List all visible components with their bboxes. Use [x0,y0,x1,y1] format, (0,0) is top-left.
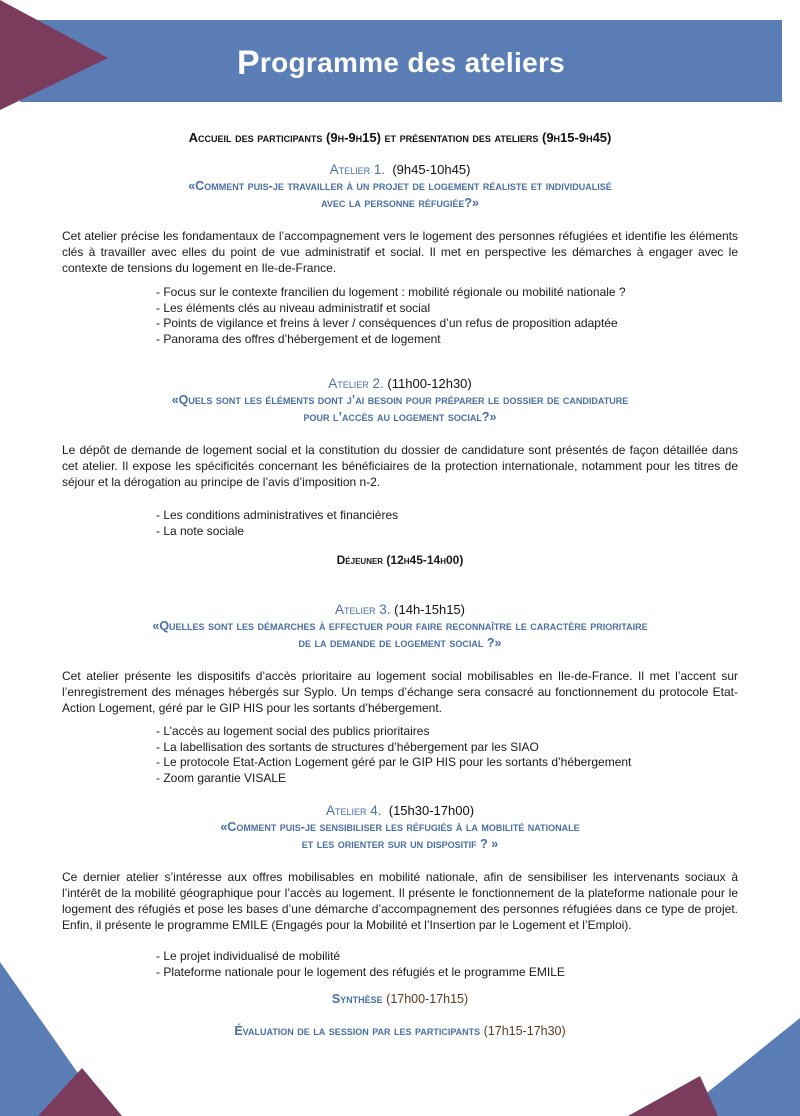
atelier-items [62,508,738,539]
synthese-line [62,992,738,1006]
lunch-break: Déjeuner (12h45-14h00) [336,553,464,567]
list-item: - Les conditions administratives et financières [156,508,399,522]
atelier-1 [62,161,738,347]
evaluation-time: (17h15-17h30) [483,1024,566,1038]
list-item: - Focus sur le contexte francilien du logement : mobilité régionale ou mobilité nationale ? [156,285,626,299]
list-item: - La note sociale [156,523,245,538]
atelier-title-line1: «Quels sont les éléments dont j’ai besoin pour préparer le dossier de candidature [171,393,629,407]
bottom-right-plum-triangle [628,1076,718,1116]
atelier-title-line1: «Comment puis-je sensibiliser les réfugiés à la mobilité nationale [220,820,580,834]
evaluation-label: Évaluation de la session par les participants [234,1024,481,1038]
atelier-title [62,178,738,212]
atelier-time: (14h-15h15) [394,602,465,617]
atelier-title [62,819,738,853]
atelier-title-line2: avec la personne réfugiée?» [321,196,479,210]
atelier-title [62,618,738,652]
atelier-items [62,949,738,980]
synthese-time: (17h00-17h15) [386,992,469,1006]
intro-line: Accueil des participants (9h-9h15) et présentation des ateliers (9h15-9h45) [188,130,612,145]
list-item: - L’accès au logement social des publics prioritaires [156,724,430,738]
atelier-description: Cet atelier présente les dispositifs d’accès prioritaire au logement social mobilisables en Ile-de-France. Il met l’accent sur l’enregistrement des ménages hébergés sur Syplo. Un temps d’échange sera consacré au fonctionnement du protocole Etat-Action Logement, géré par le GIP HIS pour les sortants d’hébergement. [62,669,738,715]
page-title-rest: rogramme des ateliers [259,47,566,78]
atelier-time: (15h30-17h00) [388,803,475,818]
atelier-heading [62,601,738,618]
list-item: - Plateforme nationale pour le logement des réfugiés et le programme EMILE [156,964,565,979]
atelier-title-line2: et les orienter sur un dispositif ? » [301,837,499,851]
atelier-label: Atelier 4. [325,803,382,818]
atelier-4 [62,802,738,980]
atelier-label: Atelier 1. [329,162,386,177]
atelier-title-line2: de la demande de logement social ?» [298,636,502,650]
page-title [22,24,780,102]
page-title-initial: P [236,43,260,82]
program-content [62,130,738,1038]
atelier-title-line2: pour l’accès au logement social?» [303,410,497,424]
list-item: - Panorama des offres d’hébergement et de logement [156,331,441,346]
atelier-title-line1: «Comment puis-je travailler à un projet de logement réaliste et individualisé [188,179,612,193]
list-item: - Zoom garantie VISALE [156,770,287,785]
list-item: - Points de vigilance et freins à lever / conséquences d’un refus de proposition adaptée [156,316,618,330]
atelier-2 [62,375,738,539]
atelier-description: Cet atelier précise les fondamentaux de l’accompagnement vers le logement des personnes réfugiées et identifie les éléments clés à travailler avec elles du point de vue administratif et social. Il met en perspective les démarches à engager avec le contexte de tensions du logement en Ile-de-France. [62,229,738,275]
synthese-label: Synthèse [331,992,383,1006]
atelier-description: Ce dernier atelier s’intéresse aux offres mobilisables en mobilité nationale, afin de sensibiliser les intervenants sociaux à l’intérêt de la mobilité géographique pour l’accès au logement. Il présente le fonctionnement de la plateforme nationale pour le logement des réfugiés et pose les bases d’une démarche d’accompagnement des personnes réfugiées dans ce type de projet. Enfin, il présente le programme EMILE (Engagés pour la Mobilité et l’Insertion par le Logement et l’Emploi). [62,870,738,932]
atelier-items [62,285,738,347]
atelier-title [62,392,738,426]
atelier-label: Atelier 2. [328,376,384,391]
list-item: - Le projet individualisé de mobilité [156,949,341,963]
atelier-time: (9h45-10h45) [392,162,471,177]
atelier-label: Atelier 3. [335,602,391,617]
list-item: - La labellisation des sortants de structures d’hébergement par les SIAO [156,739,539,754]
atelier-description: Le dépôt de demande de logement social et la constitution du dossier de candidature sont présentés de façon détaillée dans cet atelier. Il expose les spécificités concernant les bénéficiaires de la protection internationale, notamment pour les titres de séjour et la dérogation au principe de l’avis d’imposition n-2. [62,443,738,489]
atelier-time: (11h00-12h30) [387,376,472,391]
atelier-heading [62,375,738,392]
list-item: - Le protocole Etat-Action Logement géré par le GIP HIS pour les sortants d’hébergement [156,755,632,769]
atelier-3 [62,601,738,786]
atelier-heading [62,161,738,178]
evaluation-line [62,1024,738,1038]
list-item: - Les éléments clés au niveau administratif et social [156,300,431,315]
atelier-heading [62,802,738,819]
atelier-title-line1: «Quelles sont les démarches à effectuer pour faire reconnaître le caractère prioritaire [152,619,648,633]
atelier-items [62,724,738,786]
